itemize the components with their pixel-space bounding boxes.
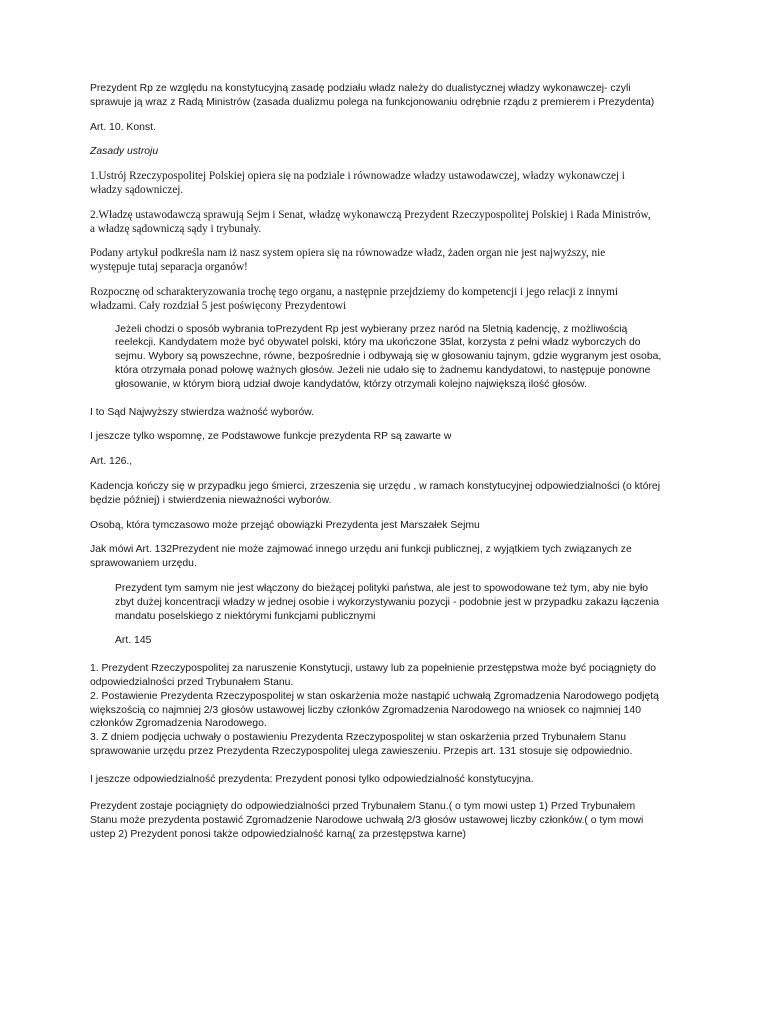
text-line: sprawowaniem urzędu.	[90, 558, 197, 570]
paragraph-supreme-court	[90, 406, 680, 420]
text-line: Art. 126.,	[90, 456, 133, 468]
text-line: większością co najmniej 2/3 głosów ustawowej liczby członków Zgromadzenia Narodowego na wniosek co najmniej 140	[90, 704, 641, 716]
article-10-point-2	[90, 209, 680, 237]
text-line: sprawowanie urzędu przez Prezydenta Rzeczypospolitej ulega zawieszeniu. Przepis art. 131 stosuje się odpowiednio.	[90, 745, 633, 757]
text-line: Jak mówi Art. 132Prezydent nie może zajmować innego urzędu ani funkcji publicznej, z wyjątkiem tych związanych ze	[90, 544, 632, 556]
article-heading-10	[90, 121, 680, 135]
text-line: Art. 145	[115, 635, 152, 647]
text-line: Kadencja kończy się w przypadku jego śmierci, zrzeszenia się urzędu , w ramach konstytucyjnej odpowiedzialności (o której	[90, 480, 661, 492]
text-line: 2.Władzę ustawodawczą sprawują Sejm i Senat, władzę wykonawczą Prezydent Rzeczypospolitej Polskiej i Rada Ministrów,	[90, 208, 651, 221]
text-line: a władzę sądowniczą sądy i trybunały.	[90, 222, 262, 235]
text-line: 1.Ustrój Rzeczypospolitej Polskiej opiera się na podziale i równowadze władzy ustawodawczej, władzy wykonawczej i	[90, 170, 625, 183]
text-line: I jeszcze odpowiedzialność prezydenta: Prezydent ponosi tylko odpowiedzialność konstytucyjna.	[90, 773, 534, 785]
text-line: Rozpocznę od scharakteryzowania trochę tego organu, a następnie przejdziemy do kompetencji i jego relacji z innymi	[90, 285, 618, 298]
document-page	[90, 82, 680, 853]
paragraph-responsibility	[90, 773, 680, 787]
paragraph-functions	[90, 430, 680, 444]
text-line: I jeszcze tylko wspomnę, ze Podstawowe funkcje prezydenta RP są zawarte w	[90, 431, 452, 443]
text-line: która otrzymała ponad połowę ważnych głosów. Jeżeli nie udało się to żadnemu kandydatowi, to następuje ponowne	[115, 364, 651, 376]
text-line: Prezydent zostaje pociągnięty do odpowiedzialności przed Trybunałem Stanu.( o tym mowi ustep 1) Przed Trybunałem	[90, 801, 636, 813]
text-line: 1. Prezydent Rzeczypospolitej za naruszenie Konstytucji, ustawy lub za popełnienie przestępstwa może być pociągnięty do	[90, 663, 657, 675]
text-line: Osobą, która tymczasowo może przejąć obowiązki Prezydenta jest Marszałek Sejmu	[90, 519, 480, 531]
article-10-point-1	[90, 170, 680, 198]
article-heading-145	[115, 634, 680, 648]
paragraph-article-132	[90, 543, 680, 571]
text-line: mandatu poselskiego z niektórymi funkcjami publicznymi	[115, 610, 376, 622]
text-line: zbyt dużej koncentracji władzy w jednej osobie i wykorzystywaniu pozycji - podobnie jest w przypadku zakazu łączenia	[115, 596, 660, 608]
paragraph-tribunal	[90, 800, 680, 841]
text-line: będzie później) i stwierdzenia nieważności wyborów.	[90, 494, 332, 506]
text-line: Podany artykuł podkreśla nam iż nasz system opiera się na równowadze władz, żaden organ nie jest najwyższy, nie	[90, 247, 606, 260]
text-line: ustep 2) Prezydent ponosi także odpowiedzialność karną( za przestępstwa karne)	[90, 829, 466, 841]
text-line: występuje tutaj separacja organów!	[90, 261, 248, 274]
text-line: 3. Z dniem podjęcia uchwały o postawieniu Prezydenta Rzeczypospolitej w stan oskarżenia przed Trybunałem Stanu	[90, 732, 626, 744]
paragraph-marshal	[90, 519, 680, 533]
paragraph-intro	[90, 82, 680, 110]
text-line: Prezydent Rp ze względu na konstytucyjną zasadę podziału władz należy do dualistycznej władzy wykonawczej- czyli	[90, 83, 631, 94]
text-line: Jeżeli chodzi o sposób wybrania toPrezydent Rp jest wybierany przez naród na 5letnią kadencję, z możliwością	[115, 323, 628, 335]
paragraph-election	[115, 323, 680, 392]
text-line: głosowanie, w którym biorą udział dwoje kandydatów, którzy otrzymali kolejno największą ilość głosów.	[115, 378, 587, 390]
text-line: członków Zgromadzenia Narodowego.	[90, 718, 267, 730]
text-line: odpowiedzialności przed Trybunałem Stanu.	[90, 676, 294, 688]
text-line: Art. 10. Konst.	[90, 121, 156, 133]
text-line: sejmu. Wybory są powszechne, równe, bezpośrednie i odbywają się w głosowaniu tajnym, gdzie wygranym jest osoba,	[115, 351, 662, 363]
text-line: władzy sądowniczej.	[90, 183, 184, 196]
text-line: reelekcji. Kandydatem może być obywatel polski, który ma ukończone 35lat, korzysta z pełni władz wyborczych do	[115, 337, 641, 349]
text-line: sprawuje ją wraz z Radą Ministrów (zasada dualizmu polega na funkcjonowaniu odrębnie rządu z premierem i Prezydenta)	[90, 96, 655, 108]
text-line: 2. Postawienie Prezydenta Rzeczypospolitej w stan oskarżenia może nastąpić uchwałą Zgromadzenia Narodowego podjętą	[90, 690, 659, 702]
article-heading-126	[90, 455, 680, 469]
paragraph-chapter-intro	[90, 286, 680, 314]
text-line: władzami. Cały rozdział 5 jest poświęcony Prezydentowi	[90, 299, 347, 312]
text-line: Zasady ustroju	[90, 146, 159, 158]
paragraph-politics	[115, 582, 680, 623]
text-line: Stanu może prezydenta postawić Zgromadzenie Narodowe uchwałą 2/3 głosów ustawowej liczby członków.( o tym mowi	[90, 815, 644, 827]
article-145-text	[90, 662, 680, 759]
text-line: Prezydent tym samym nie jest włączony do bieżącej polityki państwa, ale jest to spowodowane też tym, aby nie było	[115, 582, 649, 594]
section-title-zasady-ustroju	[90, 145, 680, 159]
paragraph-commentary	[90, 247, 680, 275]
paragraph-term-end	[90, 480, 680, 508]
text-line: I to Sąd Najwyższy stwierdza ważność wyborów.	[90, 406, 315, 418]
